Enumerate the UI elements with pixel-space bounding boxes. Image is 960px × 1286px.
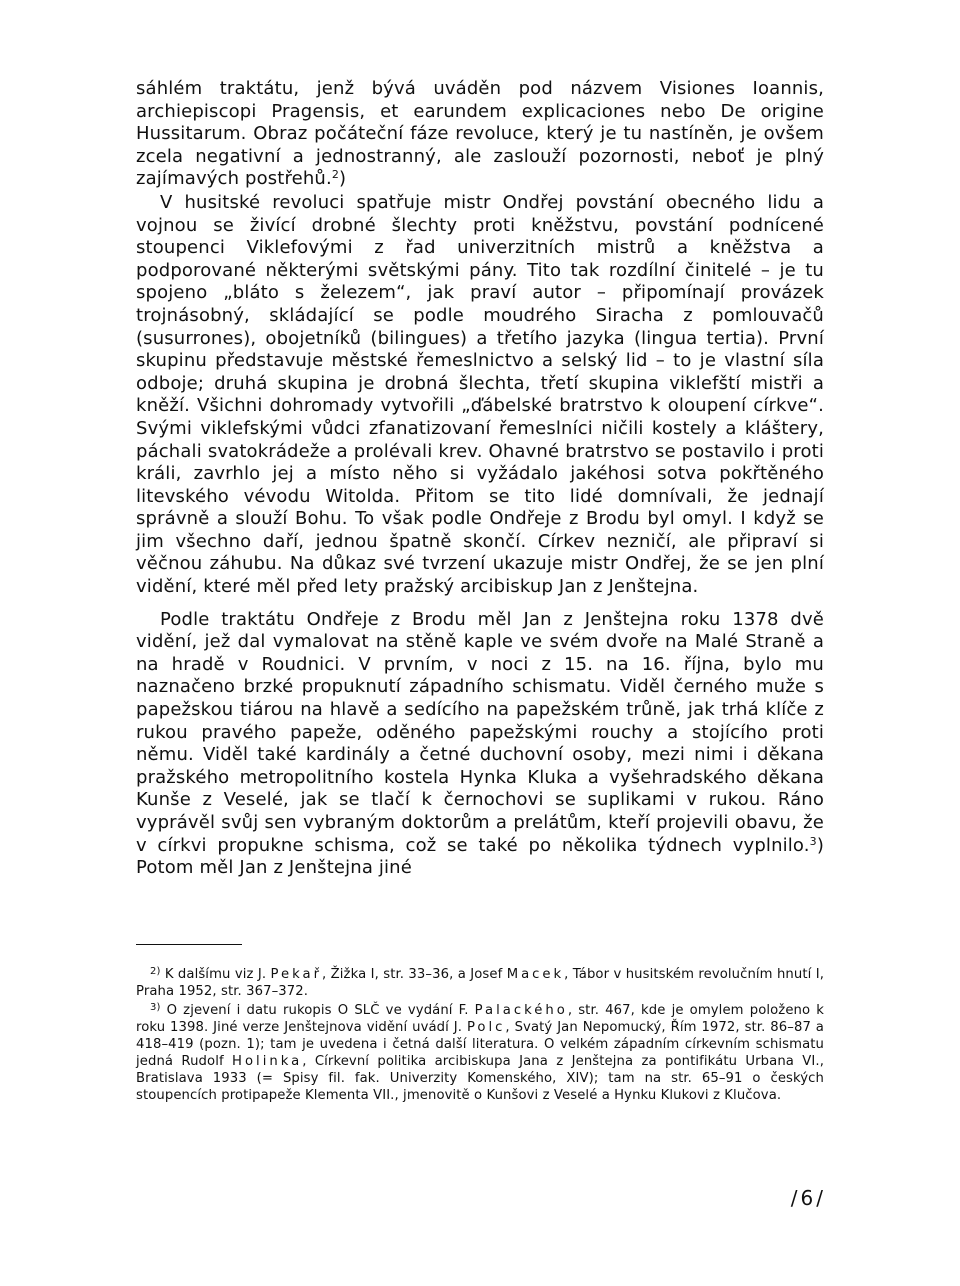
paragraph-text: sáhlém traktátu, jenž bývá uváděn pod názvem Visiones Ioannis, archiepiscopi Pragensis, et earundem explicaciones nebo De origine Hussitarum. Obraz počáteční fáze revoluce, který je tu nastíněn, je ovšem zcela negativní a jednostranný, ale zaslouží pozornosti, neboť je plný zajímavých postřehů.: [136, 78, 824, 190]
footnote-text: , Svatý Jan Nepomucký, Řím 1972, str. 86–87 a 418–419 (pozn. 1); tam je uvedena i četná další literatura. O velkém západním církevním schismatu jedná Rudolf: [136, 1020, 824, 1069]
footnote-author: Holinka: [232, 1054, 303, 1069]
footnote: [136, 966, 824, 1000]
footnote-author: Palackého: [474, 1003, 568, 1018]
paragraph-text: V husitské revoluci spatřuje mistr Ondřej povstání obecného lidu a vojnou se živící drobné šlechty proti kněžstvu, povstání podnícené stoupenci Viklefovými z řad univerzitních mistrů a kněžstva a podporované některými světskými pány. Tito tak rozdílní činitelé – je tu spojeno „bláto s železem“, jak praví autor – připomínají provázek trojnásobný, skládající se podle moudrého Siracha z pomlouvačů (susurrones), obojetníků (bilingues) a třetího jazyka (lingua tertia). První skupinu představuje městské řemeslnictvo a selský lid – to je vlastní síla odboje; druhá skupina je drobná šlechta, třetí skupina viklefští mistři a kněží. Všichni dohromady vytvořili „ďábelské bratrstvo k oloupení církve“. Svými viklefskými vůdci zfanatizovaní řemeslníci ničili kostely a kláštery, páchali svatokrádeže a prolévali krev. Ohavné bratrstvo se postavilo i proti králi, zavrhlo jej a místo něho si vyžádalo jakéhosi sotva pokřtěného litevského vévodu Witolda. Přitom se tito lidé domnívali, že jednají správně a slouží Bohu. To však podle Ondřeje z Brodu byl omyl. I když se jim všechno daří, jednou špatně skončí. Církev nezničí, ale připraví si věčnou záhubu. Na důkaz své tvrzení ukazuje mistr Ondřej, že se jen plní vidění, které měl před lety pražský arcibiskup Jan z Jenštejna.: [136, 191, 824, 598]
footnote-text: , Tábor v husitském revolučním hnutí I, Praha 1952, str. 367–372.: [136, 967, 825, 999]
footnote-text: K dalšímu viz J.: [164, 967, 271, 982]
footnote-author: Pekař: [270, 967, 323, 982]
footnote-author: Macek: [506, 967, 565, 982]
footnote-separator: [136, 944, 242, 945]
paragraph: [136, 78, 824, 191]
paragraph-text-tail: ) Potom měl Jan z Jenštejna jiné: [136, 834, 824, 879]
footnote: [136, 1002, 824, 1104]
footnotes: [136, 966, 824, 1106]
paragraph-text-tail: ): [339, 168, 347, 190]
footnote-author: Polc: [466, 1020, 506, 1035]
footnote-mark: 3): [150, 1002, 161, 1013]
paragraph: [136, 609, 824, 880]
page-number: /6/: [790, 1186, 826, 1210]
footnote-reference: 3: [809, 834, 817, 848]
paragraph: [136, 192, 824, 599]
footnote-text: , str. 467, kde je omylem položeno k roku 1398. Jiné verze Jenštejnova vidění uvádí J.: [136, 1003, 825, 1035]
footnote-text: , Žižka I, str. 33–36, a Josef: [322, 967, 507, 982]
footnote-mark: 2): [150, 966, 161, 977]
footnote-text: O zjevení i datu rukopis O SLČ ve vydání F.: [166, 1003, 475, 1018]
body-text: [136, 78, 824, 880]
footnote-text: , Církevní politika arcibiskupa Jana z Jenštejna za pontifikátu Urbana VI., Bratislava 1933 (= Spisy fil. fak. Univerzity Komenského, XIV); tam na str. 65–91 o českých stoupencích protipapeže Klementa VII., jmenovitě o Kunšovi z Veselé a Hynku Klukovi z Klučova.: [136, 1054, 825, 1103]
paragraph-text: Podle traktátu Ondřeje z Brodu měl Jan z Jenštejna roku 1378 dvě vidění, jež dal vymalovat na stěně kaple ve svém dvoře na Malé Straně a na hradě v Roudnici. V prvním, v noci z 15. na 16. října, bylo mu naznačeno brzké propuknutí západního schismatu. Viděl černého muže s papežskou tiárou na hlavě a sedícího na papežském trůně, jak trhá klíče z rukou pravého papeže, oděného papežskými rouchy a stojícího proti němu. Viděl také kardinály a četné duchovní osoby, mezi nimi i děkana pražského metropolitního kostela Hynka Kluka a vyšehradského děkana Kunše z Veselé, jak se tlačí k černochovi se suplikami v rukou. Ráno vyprávěl svůj sen vybraným doktorům a prelátům, kteří projevili obavu, že v církvi propukne schisma, což se také po několika týdnech vyplnilo.: [136, 608, 824, 856]
footnote-reference: 2: [331, 168, 340, 182]
